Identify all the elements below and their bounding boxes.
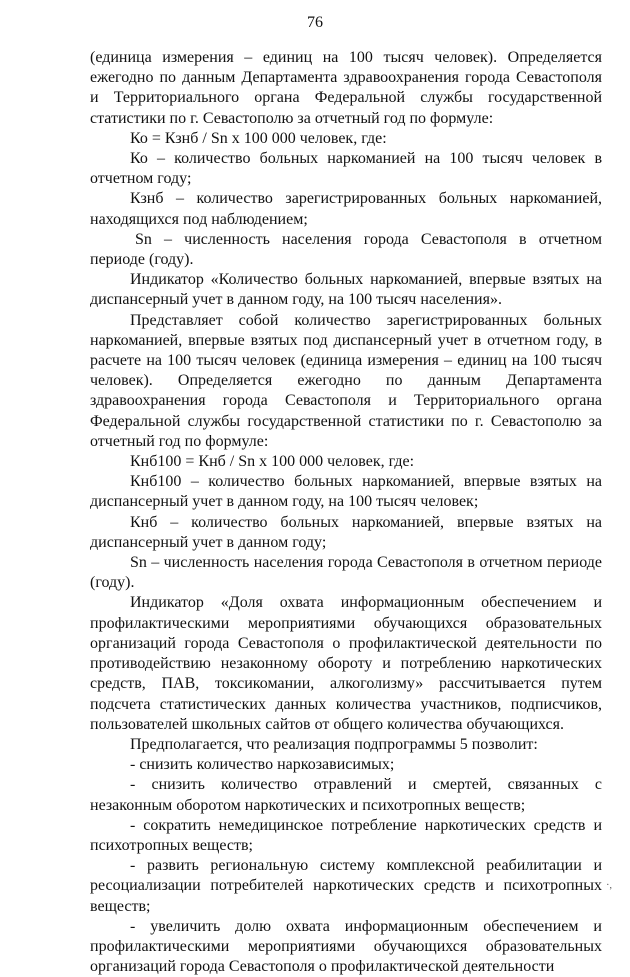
definition-kznb: Кзнб – количество зарегистрированных больных наркоманией, находящихся под наблюдением;	[90, 190, 602, 228]
result-item-2: - снизить количество отравлений и смертей, связанных с незаконным оборотом наркотических и психотропных веществ;	[90, 776, 602, 814]
result-item-5: - увеличить долю охвата информационным обеспечением и профилактическими мероприятиями обучающихся образовательных организаций города Севастополя о профилактической деятельности	[90, 917, 602, 976]
definition-knb100: Кнб100 – количество больных наркоманией, впервые взятых на диспансерный учет в данном году, на 100 тысяч человек;	[90, 473, 602, 511]
definition-sn-2: Sn – численность населения города Севастополя в отчетном периоде (году).	[90, 554, 602, 592]
indicator-new-patients: Индикатор «Количество больных наркоманией, впервые взятых на диспансерный учет в данном году, на 100 тысяч населения».	[90, 271, 602, 309]
result-item-1: - снизить количество наркозависимых;	[130, 756, 395, 774]
paragraph-1: (единица измерения – единиц на 100 тысяч человек). Определяется ежегодно по данным Департамента здравоохранения города Севастополя и Территориального органа Федеральной службы государственной статистики по г. Севастополю за отчетный год по формуле:	[90, 49, 602, 127]
formula-knb100: Кнб100 = Кнб / Sn х 100 000 человек, где:	[130, 453, 415, 471]
result-item-3: - сократить немедицинское потребление наркотических средств и психотропных веществ;	[90, 816, 602, 854]
formula-ko: Ко = Кзнб / Sn х 100 000 человек, где:	[130, 129, 387, 147]
corner-mark: ·,	[606, 880, 612, 891]
indicator-coverage: Индикатор «Доля охвата информационным обеспечением и профилактическими мероприятиями обучающихся образовательных организаций города Севастополя о профилактической деятельности по противодействию незаконному обороту и потреблению наркотических средств, ПАВ, токсикомании, алкоголизму» рассчитывается путем подсчета статистических данных количества участников, подписчиков, пользователей школьных сайтов от общего количества обучающихся.	[90, 594, 602, 733]
definition-sn-1: Sn – численность населения города Севастополя в отчетном периоде (году).	[90, 230, 602, 269]
page-number: 76	[307, 14, 323, 31]
page-body	[90, 48, 602, 977]
expected-results-intro: Предполагается, что реализация подпрограммы 5 позволит:	[130, 735, 538, 753]
definition-ko: Ко – количество больных наркоманией на 100 тысяч человек в отчетном году;	[90, 150, 602, 188]
indicator-description: Представляет собой количество зарегистрированных больных наркоманией, впервые взятых под диспансерный учет в отчетном году, в расчете на 100 тысяч человек (единица измерения – единиц на 100 тысяч человек). Определяется ежегодно по данным Департамента здравоохранения города Севастополя и Территориального органа Федеральной службы государственной статистики по г. Севастополю за отчетный год по формуле:	[90, 311, 602, 450]
definition-knb: Кнб – количество больных наркоманией, впервые взятых на диспансерный учет в данном году;	[90, 513, 602, 551]
result-item-4: - развить региональную систему комплексной реабилитации и ресоциализации потребителей наркотических средств и психотропных веществ;	[90, 857, 602, 915]
